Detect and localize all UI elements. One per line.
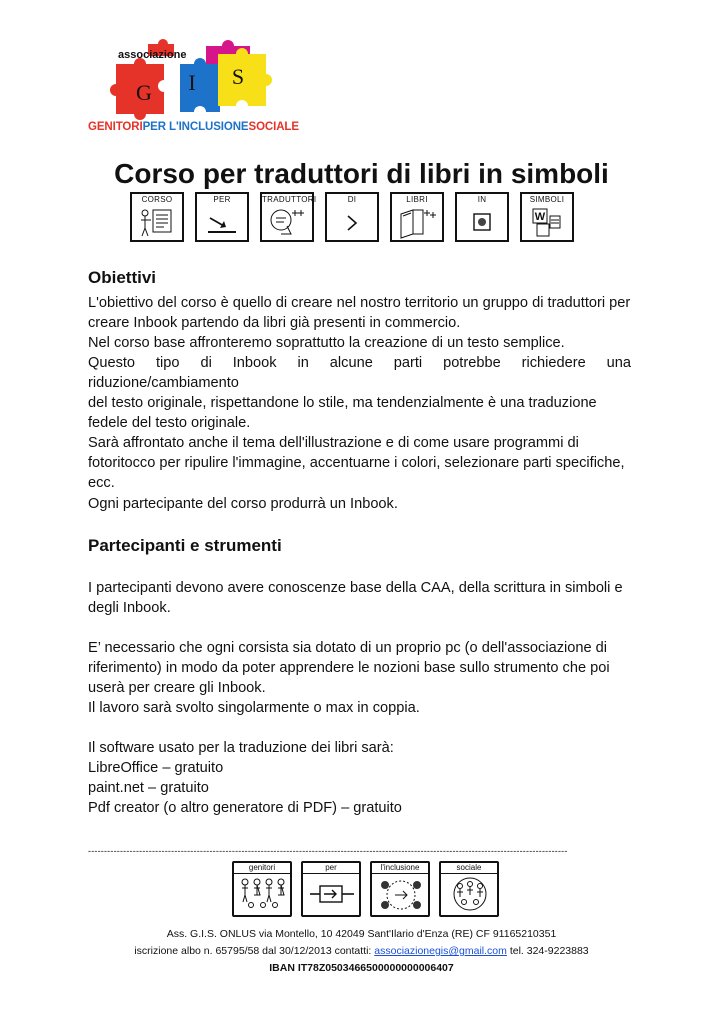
symbol-card-per (195, 192, 249, 242)
inclusion-circle-icon (375, 876, 427, 914)
svg-text:S: S (231, 64, 245, 89)
footer-symbol-strip (232, 861, 499, 917)
paragraph-software: Il software usato per la traduzione dei libri sarà: LibreOffice – gratuito paint.net – gratuito Pdf creator (o altro generatore di PDF) – gratuito (88, 740, 402, 816)
translator-icon (267, 206, 307, 240)
section-heading-obiettivi: Obiettivi (88, 268, 157, 287)
chevron-right-icon (332, 206, 372, 240)
logo-tagline: GENITORIPER L'INCLUSIONESOCIALE (88, 121, 299, 133)
symbol-label: TRADUTTORI (262, 195, 317, 204)
paragraph-conoscenze: I partecipanti devono avere conoscenze base della CAA, della scrittura in simboli e degli Inbook. (88, 580, 623, 616)
symbol-card-in (455, 192, 509, 242)
symbol-label: l'inclusione (372, 863, 428, 874)
paragraph-obiettivi: L'obiettivo del corso è quello di creare nel nostro territorio un gruppo di traduttori per creare Inbook partendo da libri già presenti in commercio. Nel corso base affronteremo soprattutto la creazione di un testo semplice. Questo tipo di Inbook in alcune parti potrebbe richiedere una riduzione/cambiamento del testo originale, rispettandone lo stile, ma tendenzialmente è una traduzione fedele del testo originale. Sarà affrontato anche il tema dell'illustrazione e di come usare programmi di fotoritocco per ripulire l'immagine, accentuarne i colori, selezionare parti specifiche, ecc. (88, 295, 631, 491)
symbol-label: LIBRI (406, 195, 428, 204)
symbol-label: SIMBOLI (529, 195, 565, 204)
dashed-divider: ------------------------------------------------------------------------------------------------------------------------------------------------------ (88, 846, 568, 856)
association-logo (88, 38, 299, 138)
symbol-label: DI (347, 195, 357, 204)
email-link[interactable]: associazionegis@gmail.com (374, 945, 507, 957)
footer-iban: IBAN IT78Z0503466500000000006407 (269, 962, 454, 974)
arrow-to-icon (202, 206, 242, 240)
arrow-box-icon (306, 876, 358, 914)
footer-symbol-inclusione (370, 861, 430, 917)
logo-word: associazione (118, 49, 187, 61)
footer-contacts: iscrizione albo n. 65795/58 dal 30/12/2013 contatti: associazionegis@gmail.com tel. 324-9223883 (134, 945, 589, 957)
title-symbol-strip (130, 192, 574, 242)
dot-in-box-icon (462, 206, 502, 240)
svg-text:W: W (534, 211, 546, 223)
footer-symbol-per (301, 861, 361, 917)
symbol-label: PER (213, 195, 231, 204)
symbol-label: genitori (234, 863, 290, 874)
paragraph-pc: E’ necessario che ogni corsista sia dotato di un proprio pc (o dell'associazione di riferimento) in modo da poter apprendere le nozioni base sullo strumento che poi userà per creare gli Inbook. Il lavoro sarà svolto singolarmente o max in coppia. (88, 640, 610, 716)
teacher-board-icon (137, 206, 177, 240)
svg-text:G: G (136, 80, 152, 105)
section-heading-partecipanti: Partecipanti e strumenti (88, 536, 282, 555)
symbol-card-simboli (520, 192, 574, 242)
footer-symbol-sociale (439, 861, 499, 917)
word-document-icon (527, 206, 567, 240)
symbol-label: CORSO (141, 195, 173, 204)
symbol-label: sociale (441, 863, 497, 874)
social-group-icon (444, 876, 496, 914)
paragraph-inbook: Ogni partecipante del corso produrrà un Inbook. (88, 496, 398, 512)
symbol-card-corso (130, 192, 184, 242)
symbol-label: IN (477, 195, 487, 204)
symbol-label: per (303, 863, 359, 874)
parents-group-icon (237, 876, 289, 914)
footer-symbol-genitori (232, 861, 292, 917)
symbol-card-di (325, 192, 379, 242)
books-icon (397, 206, 437, 240)
symbol-card-libri (390, 192, 444, 242)
footer-address: Ass. G.I.S. ONLUS via Montello, 10 42049 Sant'Ilario d'Enza (RE) CF 91165210351 (166, 928, 557, 940)
symbol-card-traduttori (260, 192, 317, 242)
svg-text:I: I (188, 70, 196, 95)
page-title: Corso per traduttori di libri in simboli (114, 158, 609, 189)
